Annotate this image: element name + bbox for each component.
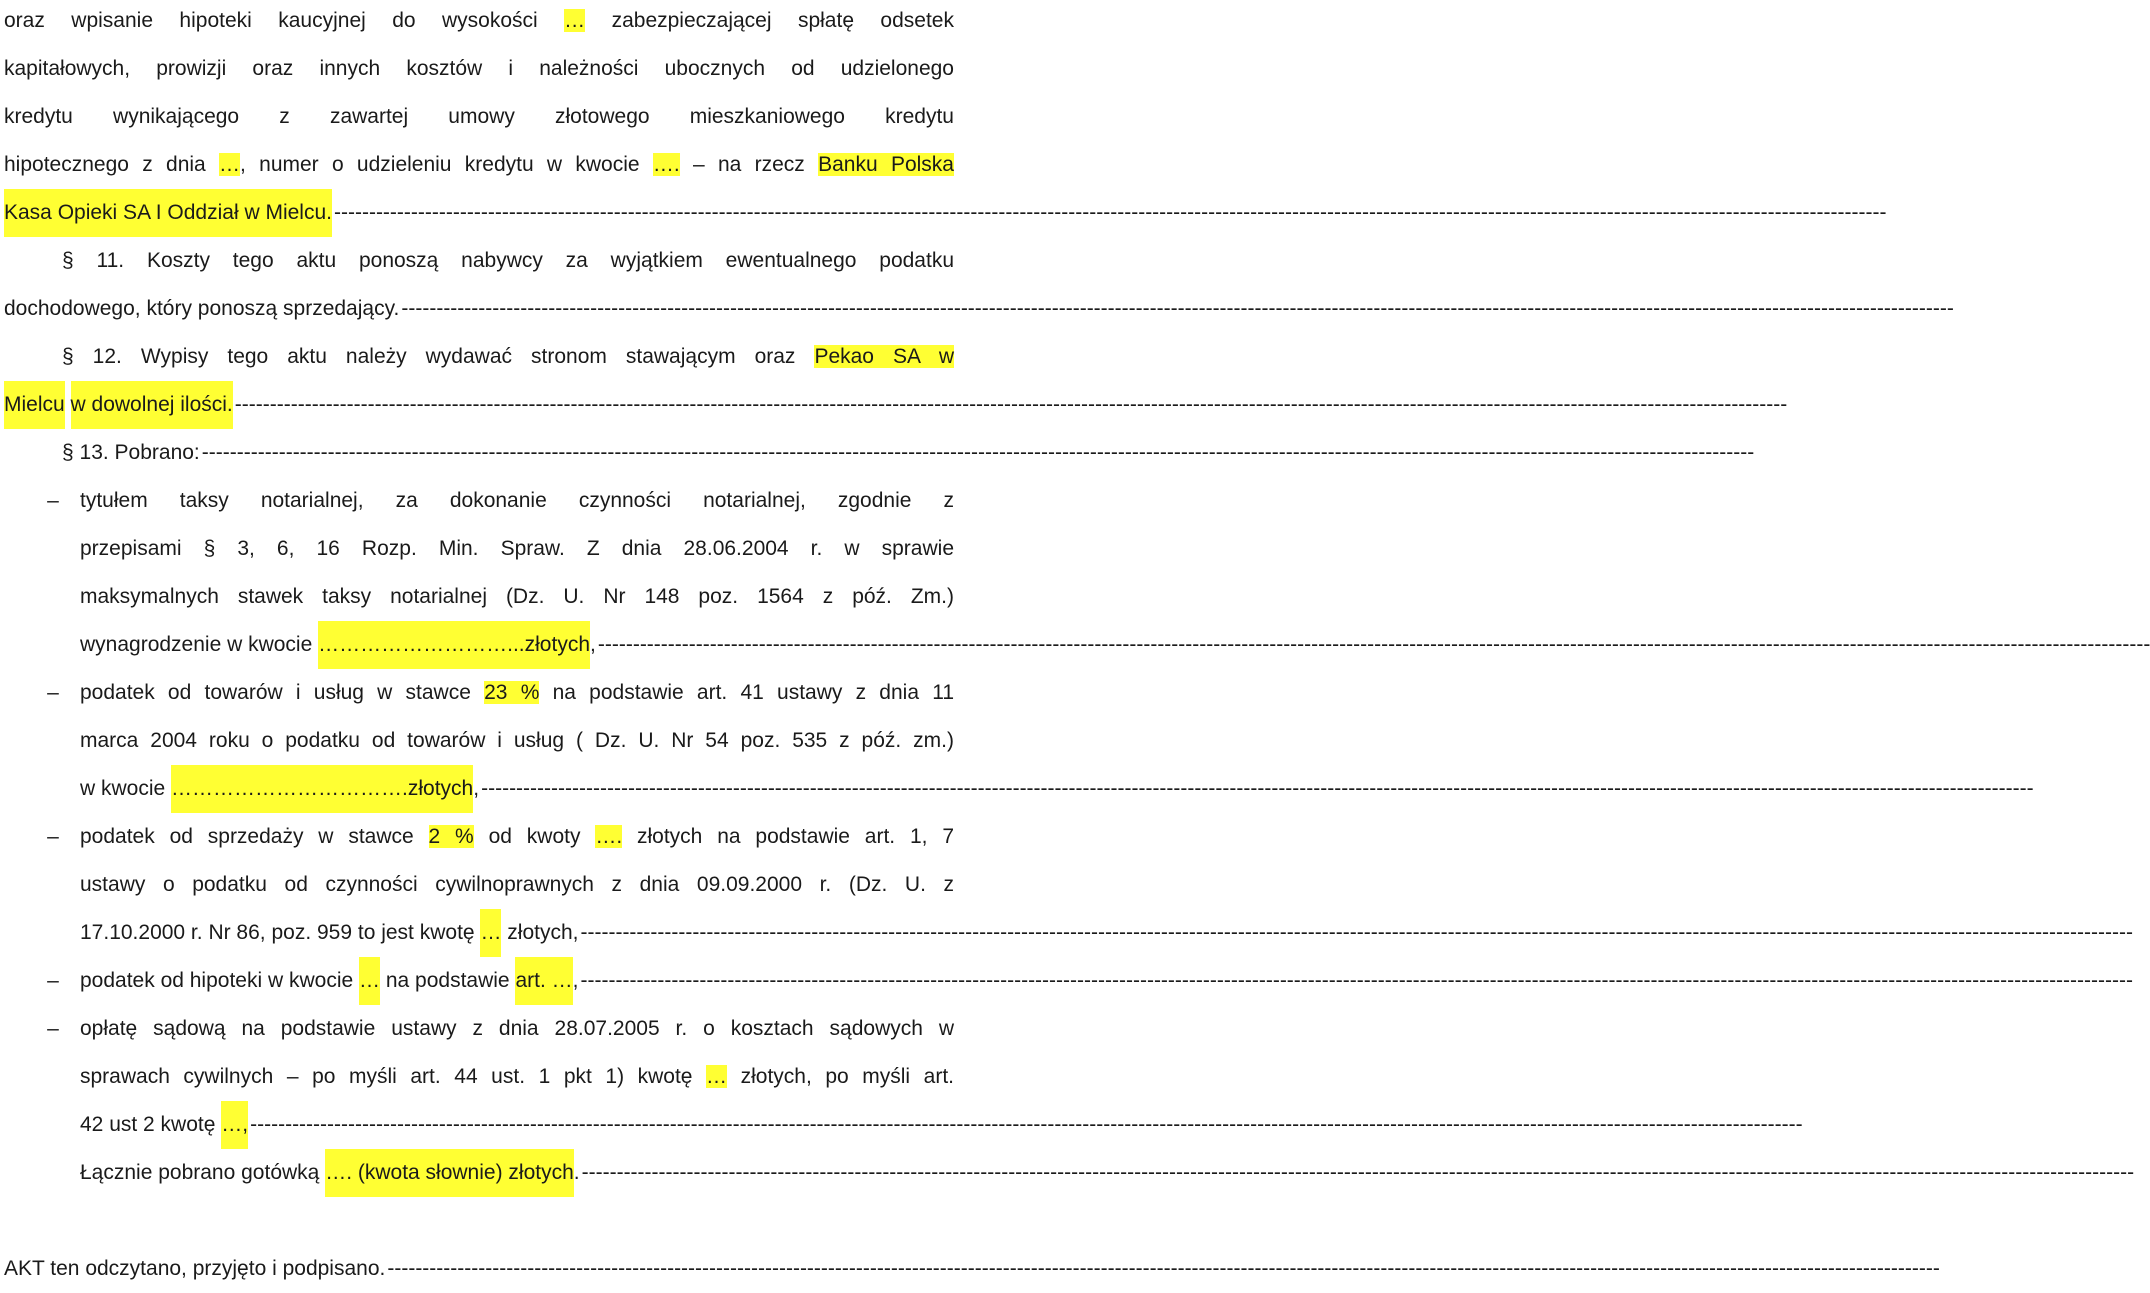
dash-filler: ------------------------------------------------------------------------------------------------------------------------------------------------------------------------------------------------------------------------------: [333, 201, 1887, 224]
p1-line-4: hipotecznego z dnia …, numer o udzieleniu kredytu w kwocie …. – na rzecz Banku Polska: [4, 153, 954, 176]
section-11-line-1: § 11. Koszty tego aktu ponoszą nabywcy za wyjątkiem ewentualnego podatku: [62, 249, 954, 272]
bullet-dash: –: [47, 825, 59, 848]
fee-2-line-2: marca 2004 roku o podatku od towarów i usług ( Dz. U. Nr 54 poz. 535 z póź. zm.): [80, 729, 954, 752]
fee-2-line-1: podatek od towarów i usług w stawce 23 % na podstawie art. 41 ustawy z dnia 11: [80, 681, 955, 704]
amount-placeholder: …: [480, 909, 501, 957]
dash-filler: ------------------------------------------------------------------------------------------------------------------------------------------------------------------------------------------------------------------------------: [581, 1161, 2135, 1184]
bank-branch-highlight: Kasa Opieki SA I Oddział w Mielcu.: [4, 189, 332, 237]
section-11-line-2: dochodowego, który ponoszą sprzedający. ------------------------------------------------------------------------------------------------------------------------------------------------------------------------------------------------------------------------------: [4, 285, 954, 333]
closing-line: AKT ten odczytano, przyjęto i podpisano. ------------------------------------------------------------------------------------------------------------------------------------------------------------------------------------------------------------------------------: [4, 1245, 954, 1293]
amount-placeholder: …: [706, 1065, 728, 1088]
section-12-line-1: § 12. Wypisy tego aktu należy wydawać stronom stawającym oraz Pekao SA w: [62, 345, 955, 368]
fee-2-line-3: w kwocie …………………………….złotych , ------------------------------------------------------------------------------------------------------------------------------------------------------------------------------------------------------------------------------: [80, 765, 954, 813]
fee-3-line-2: ustawy o podatku od czynności cywilnoprawnych z dnia 09.09.2000 r. (Dz. U. z: [80, 873, 954, 896]
fee-1-line-2: przepisami § 3, 6, 16 Rozp. Min. Spraw. Z dnia 28.06.2004 r. w sprawie: [80, 537, 954, 560]
fee-5-line-2: sprawach cywilnych – po myśli art. 44 ust. 1 pkt 1) kwotę … złotych, po myśli art.: [80, 1065, 954, 1088]
dash-filler: ------------------------------------------------------------------------------------------------------------------------------------------------------------------------------------------------------------------------------: [481, 777, 2034, 800]
tax-rate-highlight: 2 %: [428, 825, 474, 848]
section-12-line-2: [4, 381, 1788, 429]
amount-placeholder: …: [359, 957, 380, 1005]
fee-1-line-1: tytułem taksy notarialnej, za dokonanie czynności notarialnej, zgodnie z: [80, 489, 954, 512]
fee-4-line-1: podatek od hipoteki w kwocie … na podstawie art. … , ------------------------------------------------------------------------------------------------------------------------------------------------------------------------------------------------------------------------------: [80, 957, 954, 1005]
bullet-dash: –: [47, 969, 59, 992]
total-collected-line: Łącznie pobrano gotówką …. (kwota słownie) złotych . ------------------------------------------------------------------------------------------------------------------------------------------------------------------------------------------------------------------------------: [80, 1149, 954, 1197]
amount-placeholder: ………………………...złotych: [318, 621, 590, 669]
fee-3-line-1: podatek od sprzedaży w stawce 2 % od kwoty …. złotych na podstawie art. 1, 7: [80, 825, 955, 848]
dash-filler: ------------------------------------------------------------------------------------------------------------------------------------------------------------------------------------------------------------------------------: [250, 1113, 1803, 1136]
vat-rate-highlight: 23 %: [484, 681, 540, 704]
city-highlight: Mielcu: [4, 381, 65, 429]
blank-placeholder: …: [564, 9, 586, 32]
fee-5-line-3: 42 ust 2 kwotę …, ------------------------------------------------------------------------------------------------------------------------------------------------------------------------------------------------------------------------------: [80, 1101, 954, 1149]
amount-placeholder: …………………………….złotych: [171, 765, 473, 813]
bullet-dash: –: [47, 489, 59, 512]
dash-filler: ------------------------------------------------------------------------------------------------------------------------------------------------------------------------------------------------------------------------------: [201, 441, 1755, 464]
dash-filler: ------------------------------------------------------------------------------------------------------------------------------------------------------------------------------------------------------------------------------: [580, 921, 2133, 944]
amount-placeholder: ….: [595, 825, 623, 848]
dash-filler: ------------------------------------------------------------------------------------------------------------------------------------------------------------------------------------------------------------------------------: [387, 1257, 1940, 1280]
p1-line-1: oraz wpisanie hipoteki kaucyjnej do wysokości … zabezpieczającej spłatę odsetek: [4, 9, 954, 32]
bank-highlight: Pekao SA w: [814, 345, 955, 368]
dash-filler: ------------------------------------------------------------------------------------------------------------------------------------------------------------------------------------------------------------------------------: [234, 393, 1788, 416]
p1-line-3: kredytu wynikającego z zawartej umowy złotowego mieszkaniowego kredytu: [4, 105, 954, 128]
section-13-heading: § 13. Pobrano: ------------------------------------------------------------------------------------------------------------------------------------------------------------------------------------------------------------------------------: [62, 429, 954, 477]
article-placeholder: art. …: [515, 957, 572, 1005]
bank-name-highlight: Banku Polska: [818, 153, 954, 176]
total-amount-placeholder: …. (kwota słownie) złotych: [325, 1149, 574, 1197]
p1-line-2: kapitałowych, prowizji oraz innych kosztów i należności ubocznych od udzielonego: [4, 57, 954, 80]
fee-1-line-3: maksymalnych stawek taksy notarialnej (Dz. U. Nr 148 poz. 1564 z póź. Zm.): [80, 585, 954, 608]
date-placeholder: …: [219, 153, 241, 176]
amount-placeholder: …,: [221, 1101, 248, 1149]
fee-3-line-3: 17.10.2000 r. Nr 86, poz. 959 to jest kwotę … złotych, ------------------------------------------------------------------------------------------------------------------------------------------------------------------------------------------------------------------------------: [80, 909, 954, 957]
quantity-highlight: w dowolnej ilości.: [71, 381, 233, 429]
p1-line-5: [4, 189, 1887, 237]
bullet-dash: –: [47, 681, 59, 704]
fee-1-line-4: wynagrodzenie w kwocie ………………………...złotych , ------------------------------------------------------------------------------------------------------------------------------------------------------------------------------------------------------------------------------: [80, 621, 954, 669]
bullet-dash: –: [47, 1017, 59, 1040]
dash-filler: ------------------------------------------------------------------------------------------------------------------------------------------------------------------------------------------------------------------------------: [580, 969, 2133, 992]
amount-placeholder: ….: [652, 153, 680, 176]
dash-filler: ------------------------------------------------------------------------------------------------------------------------------------------------------------------------------------------------------------------------------: [597, 633, 2150, 656]
fee-5-line-1: opłatę sądową na podstawie ustawy z dnia 28.07.2005 r. o kosztach sądowych w: [80, 1017, 954, 1040]
dash-filler: ------------------------------------------------------------------------------------------------------------------------------------------------------------------------------------------------------------------------------: [401, 297, 1954, 320]
